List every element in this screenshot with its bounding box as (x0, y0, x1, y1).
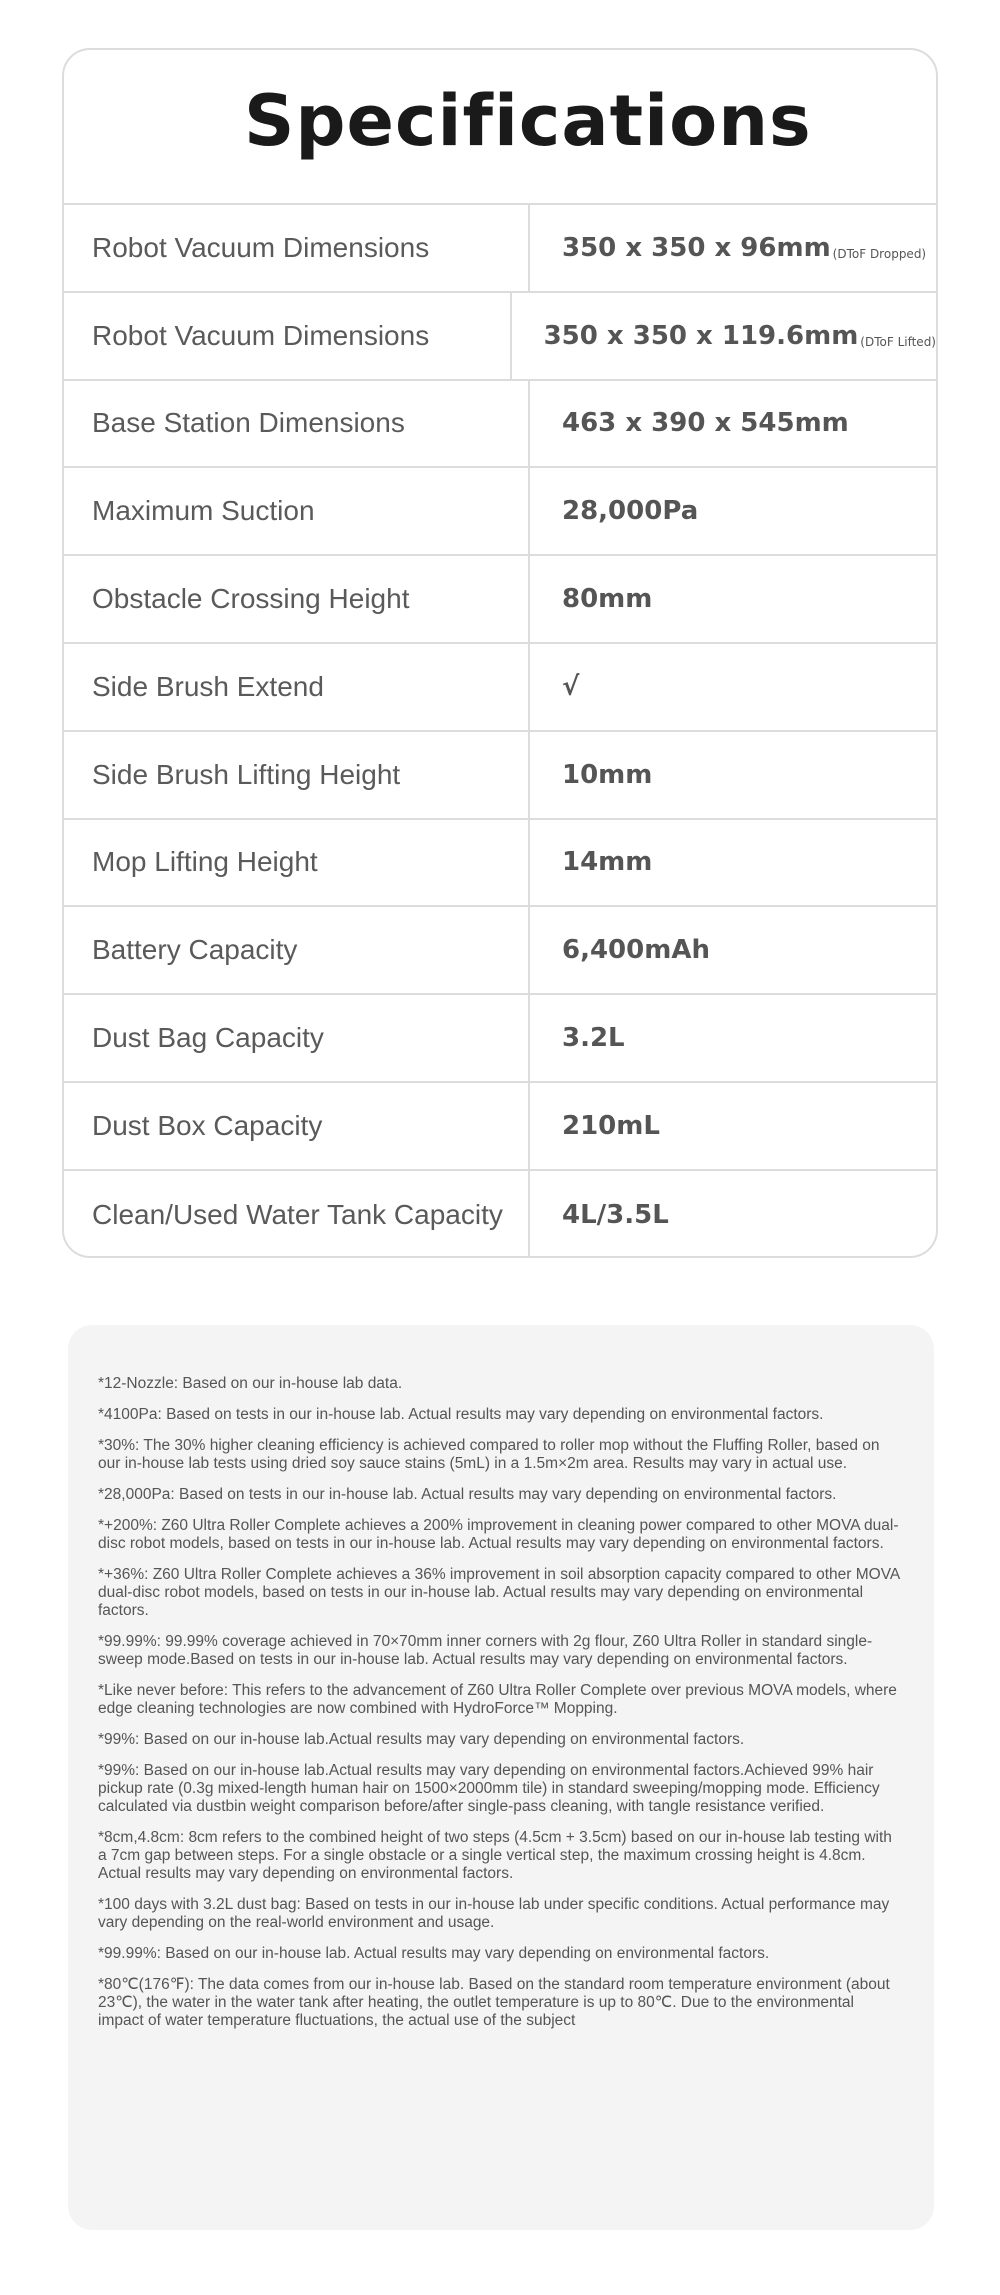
footnote: *28,000Pa: Based on tests in our in-house lab. Actual results may vary depending on environmental factors. (98, 1486, 837, 1503)
spec-value-text: 210mL (562, 1110, 660, 1141)
spec-value (530, 1083, 936, 1169)
table-row (64, 381, 936, 469)
check-icon: √ (562, 671, 580, 702)
table-row (64, 556, 936, 644)
table-row (64, 732, 936, 820)
table-row (64, 1083, 936, 1171)
spec-label: Mop Lifting Height (64, 820, 530, 906)
spec-value (530, 556, 936, 642)
spec-label: Clean/Used Water Tank Capacity (64, 1171, 530, 1258)
spec-value (530, 205, 936, 291)
table-row (64, 293, 936, 381)
footnote: *99%: Based on our in-house lab.Actual results may vary depending on environmental factors.Achieved 99% hair pickup rate (0.3g mixed-length human hair on 1500×2000mm tile) in standard sweeping/mopping mode. Efficiency calculated via dustbin weight comparison before/after single-pass cleaning, with tangle resistance verified. (98, 1762, 880, 1815)
spec-value-text: 350 x 350 x 96mm (562, 232, 831, 263)
specifications-table (62, 48, 938, 1258)
spec-label: Dust Bag Capacity (64, 995, 530, 1081)
table-row (64, 644, 936, 732)
footnote: *+200%: Z60 Ultra Roller Complete achieves a 200% improvement in cleaning power compared to other MOVA dual-disc robot models, based on tests in our in-house lab. Actual results may vary depending on environmental factors. (98, 1517, 899, 1552)
spec-value (530, 995, 936, 1081)
spec-label: Obstacle Crossing Height (64, 556, 530, 642)
spec-value-note: (DToF Dropped) (832, 246, 927, 261)
spec-value-note: (DToF Lifted) (860, 334, 936, 349)
table-header (64, 50, 936, 205)
spec-value (530, 907, 936, 993)
spec-value (530, 468, 936, 554)
spec-value (530, 732, 936, 818)
spec-value-text: 28,000Pa (562, 496, 699, 527)
footnote: *4100Pa: Based on tests in our in-house lab. Actual results may vary depending on environmental factors. (98, 1406, 824, 1423)
footnote: *8cm,4.8cm: 8cm refers to the combined height of two steps (4.5cm + 3.5cm) based on our in-house lab testing with a 7cm gap between steps. For a single obstacle or a single vertical step, the maximum crossing height is 4.8cm. Actual results may vary depending on environmental factors. (98, 1829, 892, 1882)
spec-label: Side Brush Lifting Height (64, 732, 530, 818)
spec-value-text: 14mm (562, 847, 653, 878)
spec-value (530, 820, 936, 906)
spec-label: Maximum Suction (64, 468, 530, 554)
spec-value (530, 644, 936, 730)
table-row (64, 1171, 936, 1258)
footnote: *99.99%: 99.99% coverage achieved in 70×70mm inner corners with 2g flour, Z60 Ultra Roller in standard single-sweep mode.Based on tests in our in-house lab. Actual results may vary depending on environmental factors. (98, 1633, 873, 1668)
spec-value-text: 10mm (562, 759, 653, 790)
table-row (64, 468, 936, 556)
table-row (64, 205, 936, 293)
table-row (64, 995, 936, 1083)
spec-label: Battery Capacity (64, 907, 530, 993)
footnote: *80℃(176℉): The data comes from our in-house lab. Based on the standard room temperature environment (about 23℃), the water in the water tank after heating, the outlet temperature is up to 80℃. Due to the environmental impact of water temperature fluctuations, the actual use of the subject (98, 1976, 890, 2029)
table-row (64, 820, 936, 908)
spec-value-text: 3.2L (562, 1023, 625, 1054)
spec-label: Robot Vacuum Dimensions (64, 205, 530, 291)
spec-value-text: 6,400mAh (562, 935, 710, 966)
spec-value (512, 293, 936, 379)
footnote: *Like never before: This refers to the advancement of Z60 Ultra Roller Complete over previous MOVA models, where edge cleaning technologies are now combined with HydroForce™ Mopping. (98, 1682, 897, 1717)
spec-value-text: 4L/3.5L (562, 1199, 669, 1230)
spec-value-text: 463 x 390 x 545mm (562, 408, 849, 439)
footnote: *12-Nozzle: Based on our in-house lab data. (98, 1375, 403, 1392)
footnotes-panel (68, 1325, 934, 2230)
footnote: *30%: The 30% higher cleaning efficiency is achieved compared to roller mop without the Fluffing Roller, based on our in-house lab tests using dried soy sauce stains (5mL) in a 1.5m×2m area. Results may vary in actual use. (98, 1437, 880, 1472)
footnote: *99%: Based on our in-house lab.Actual results may vary depending on environmental factors. (98, 1731, 745, 1748)
page-title: Specifications (244, 80, 812, 162)
spec-label: Base Station Dimensions (64, 381, 530, 467)
spec-label: Dust Box Capacity (64, 1083, 530, 1169)
table-row (64, 907, 936, 995)
footnote: *99.99%: Based on our in-house lab. Actual results may vary depending on environmental factors. (98, 1945, 770, 1962)
spec-label: Robot Vacuum Dimensions (64, 293, 512, 379)
spec-value-text: 350 x 350 x 119.6mm (543, 320, 859, 351)
spec-value (530, 1171, 936, 1258)
footnote: *+36%: Z60 Ultra Roller Complete achieves a 36% improvement in soil absorption capacity compared to other MOVA dual-disc robot models, based on tests in our in-house lab. Actual results may vary depending on environmental factors. (98, 1566, 900, 1619)
spec-value-text: 80mm (562, 584, 653, 615)
footnote: *100 days with 3.2L dust bag: Based on tests in our in-house lab under specific conditions. Actual performance may vary depending on the real-world environment and usage. (98, 1896, 890, 1931)
spec-value (530, 381, 936, 467)
spec-label: Side Brush Extend (64, 644, 530, 730)
